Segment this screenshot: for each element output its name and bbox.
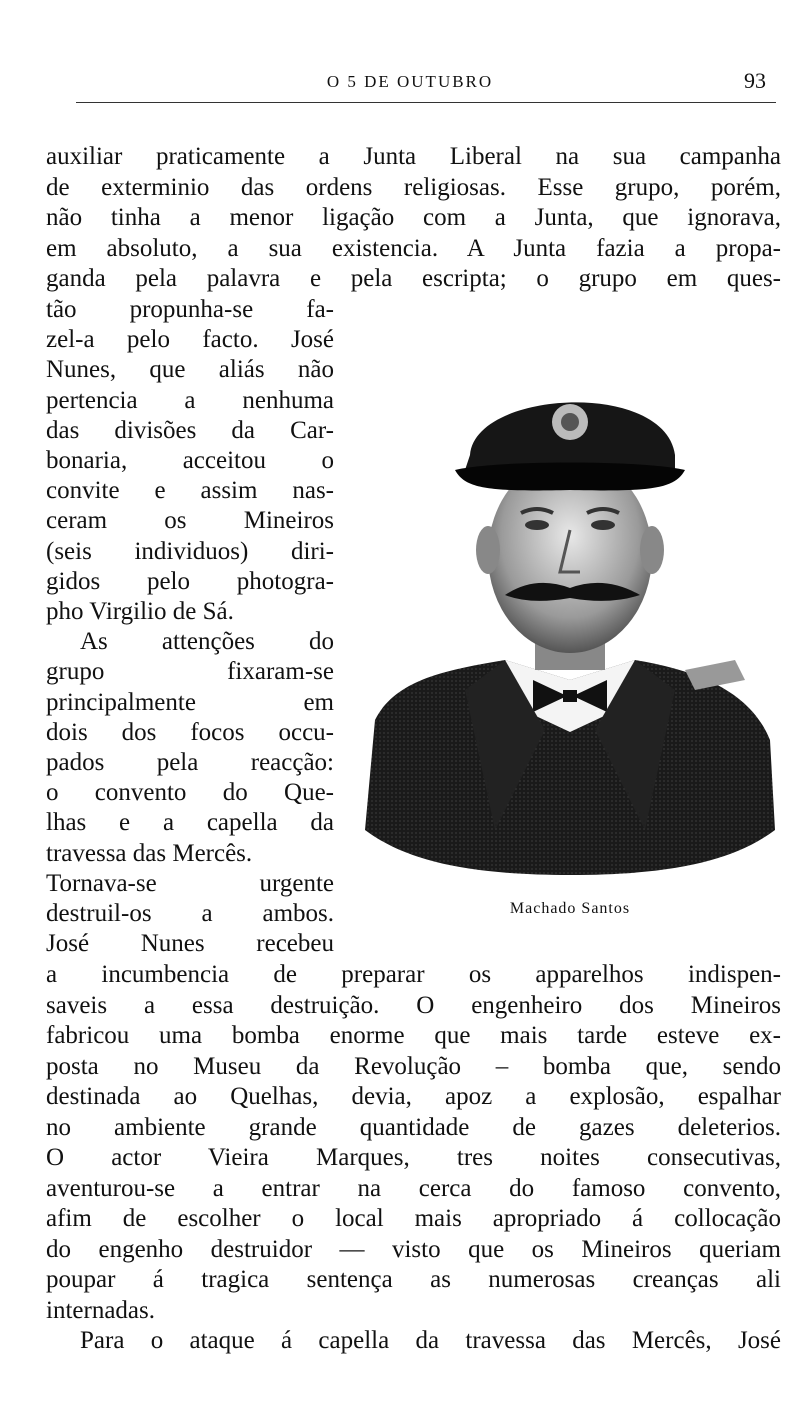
text-line: pho Virgilio de Sá.: [46, 598, 234, 626]
text-line: internadas.: [46, 1296, 155, 1324]
text-line: destinada ao Quelhas, devia, apoz a explosão, espalhar: [46, 1083, 781, 1110]
text-line: em absoluto, a sua existencia. A Junta fazia a propa-: [46, 234, 781, 262]
text-line: convite e assim nas-: [46, 477, 334, 505]
header-rule: [76, 102, 776, 103]
text-line: bonaria, acceitou o: [46, 447, 334, 475]
top-paragraph: [46, 142, 781, 295]
page-header: [0, 66, 800, 96]
text-line: do engenho destruidor — visto que os Mineiros queriam: [46, 1235, 781, 1263]
text-line: ganda pela palavra e pela escripta; o grupo em ques-: [46, 265, 781, 292]
text-line: afim de escolher o local mais apropriado á collocação: [46, 1205, 781, 1232]
text-line: no ambiente grande quantidade de gazes deleterios.: [46, 1113, 781, 1141]
text-line: saveis a essa destruição. O engenheiro dos Mineiros: [46, 991, 781, 1019]
text-line: Nunes, que aliás não: [46, 356, 334, 384]
text-line: tão propunha-se fa-: [46, 296, 334, 323]
text-line: zel-a pelo facto. José: [46, 326, 334, 354]
text-line: a incumbencia de preparar os apparelhos indispen-: [46, 961, 781, 988]
photo-caption: Machado Santos: [509, 900, 631, 917]
text-line: ceram os Mineiros: [46, 507, 334, 535]
text-line: fabricou uma bomba enorme que mais tarde esteve ex-: [46, 1022, 781, 1049]
text-line: Tornava-se urgente: [46, 869, 334, 897]
text-line: grupo fixaram-se: [46, 658, 334, 686]
text-line: gidos pelo photogra-: [46, 567, 334, 595]
text-line: Para o ataque á capella da travessa das Mercês, José: [80, 1327, 781, 1354]
text-line: principalmente em: [46, 688, 334, 716]
text-line: não tinha a menor ligação com a Junta, que ignorava,: [46, 204, 781, 231]
text-line: As attenções do: [80, 628, 334, 656]
portrait-photo: [355, 360, 785, 880]
text-line: lhas e a capella da: [46, 809, 334, 837]
running-title: O 5 DE OUTUBRO: [326, 72, 494, 91]
text-line: pertencia a nenhuma: [46, 386, 334, 414]
text-line: pados pela reacção:: [46, 749, 334, 777]
bottom-paragraph: [46, 960, 781, 1357]
portrait-illustration: [355, 360, 785, 880]
text-line: o convento do Que-: [46, 779, 334, 807]
text-line: travessa das Mercês.: [46, 839, 253, 867]
text-line: aventurou-se a entrar na cerca do famoso convento,: [46, 1174, 781, 1202]
text-line: dois dos focos occu-: [46, 718, 334, 746]
text-line: das divisões da Car-: [46, 416, 334, 444]
text-line: de exterminio das ordens religiosas. Esse grupo, porém,: [46, 173, 781, 201]
text-line: José Nunes recebeu: [46, 930, 334, 958]
text-line: poupar á tragica sentença as numerosas creanças ali: [46, 1266, 781, 1293]
text-line: O actor Vieira Marques, tres noites consecutivas,: [46, 1144, 781, 1171]
left-column-text: [46, 295, 334, 959]
text-line: (seis individuos) diri-: [46, 537, 334, 565]
text-line: auxiliar praticamente a Junta Liberal na sua campanha: [46, 143, 781, 170]
text-line: posta no Museu da Revolução – bomba que, sendo: [46, 1052, 781, 1080]
page-number: 93: [744, 68, 766, 93]
text-line: destruil-os a ambos.: [46, 900, 334, 928]
